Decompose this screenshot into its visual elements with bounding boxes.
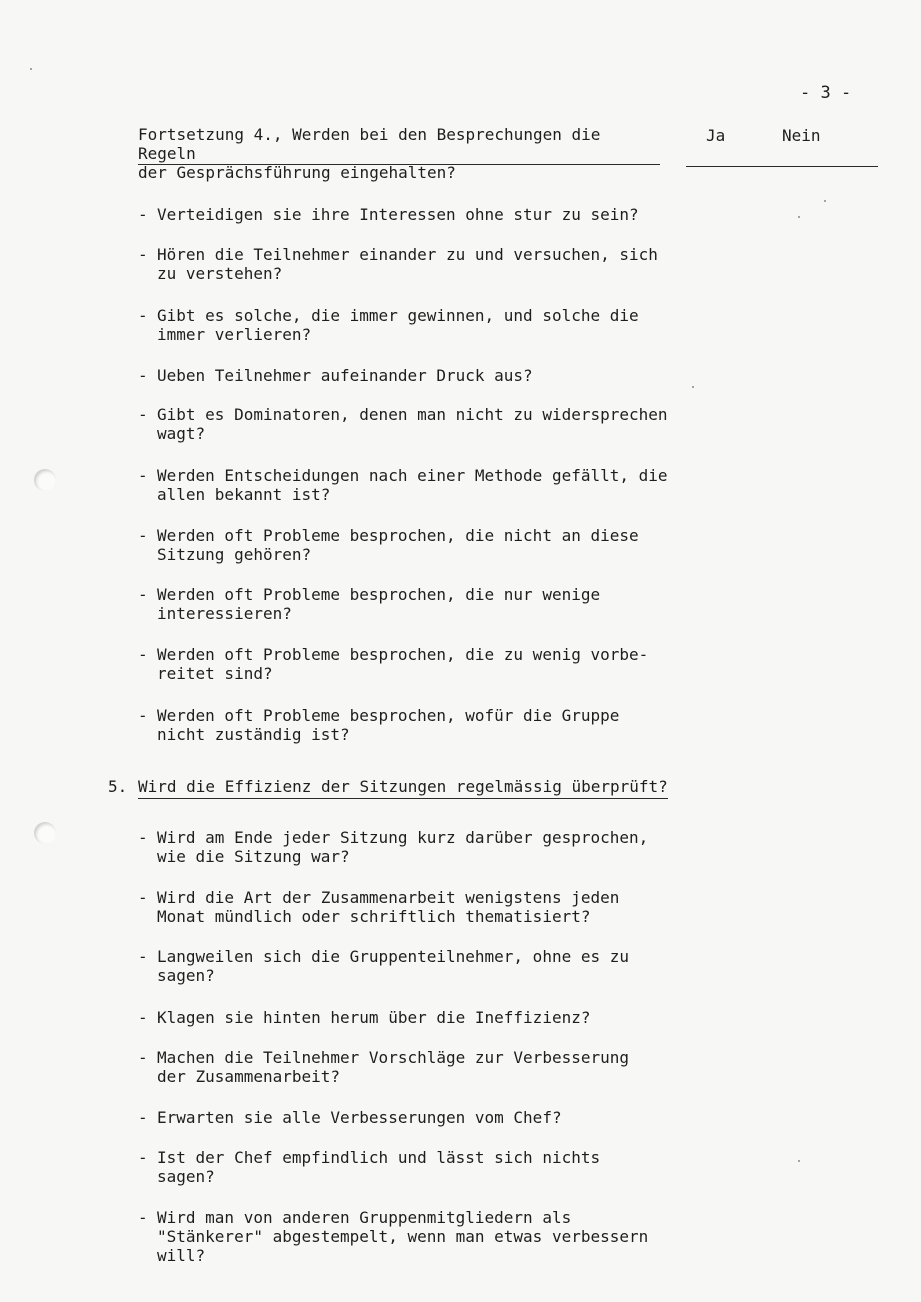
paper-speck [824,200,826,202]
question-text: Gibt es solche, die immer gewinnen, und solche die immer verlieren? [157,306,639,344]
question-text: Wird die Art der Zusammenarbeit wenigstens jeden Monat mündlich oder schriftlich thematisiert? [157,888,620,926]
bullet-dash: - [138,1108,148,1127]
bullet-dash: - [138,1048,148,1067]
header-line-1: Fortsetzung 4., Werden bei den Besprechungen die Regeln [138,125,601,163]
bullet-dash: - [138,466,148,485]
bullet-dash: - [138,947,148,966]
question-text: Werden oft Probleme besprochen, die nur wenige interessieren? [157,585,601,623]
header-underline [138,164,660,165]
bullet-dash: - [138,366,148,385]
bullet-dash: - [138,706,148,725]
question-text: Klagen sie hinten herum über die Ineffizienz? [157,1008,591,1027]
question-text: Wird am Ende jeder Sitzung kurz darüber gesprochen, wie die Sitzung war? [157,828,649,866]
section-4-continuation-header [138,125,660,182]
section-5-number: 5. [108,777,128,796]
question-text: Werden Entscheidungen nach einer Methode gefällt, die allen bekannt ist? [157,466,668,504]
bullet-dash: - [138,585,148,604]
question-text: Langweilen sich die Gruppenteilnehmer, ohne es zu sagen? [157,947,630,985]
question-text: Hören die Teilnehmer einander zu und versuchen, sich zu verstehen? [157,245,658,283]
bullet-dash: - [138,306,148,325]
question-text: Ueben Teilnehmer aufeinander Druck aus? [157,366,533,385]
header-line-2: der Gesprächsführung eingehalten? [138,163,456,182]
bullet-dash: - [138,828,148,847]
question-text: Machen die Teilnehmer Vorschläge zur Verbesserung der Zusammenarbeit? [157,1048,630,1086]
bullet-dash: - [138,405,148,424]
bullet-dash: - [138,888,148,907]
column-header-ja: Ja [706,126,726,145]
bullet-dash: - [138,1148,148,1167]
bullet-dash: - [138,205,148,224]
page-number: - 3 - [800,83,852,103]
bullet-dash: - [138,1208,148,1227]
question-text: Gibt es Dominatoren, denen man nicht zu widersprechen wagt? [157,405,668,443]
bullet-dash: - [138,245,148,264]
question-text: Erwarten sie alle Verbesserungen vom Chef? [157,1108,562,1127]
question-text: Werden oft Probleme besprochen, wofür die Gruppe nicht zuständig ist? [157,706,620,744]
paper-speck [692,386,694,388]
paper-speck [798,216,800,218]
question-text: Ist der Chef empfindlich und lässt sich nichts sagen? [157,1148,601,1186]
paper-speck [798,1160,800,1162]
question-text: Werden oft Probleme besprochen, die zu wenig vorbe- reitet sind? [157,645,649,683]
punch-hole [34,469,56,491]
column-header-nein: Nein [782,126,821,145]
paper-speck [30,68,32,70]
question-text: Werden oft Probleme besprochen, die nicht an diese Sitzung gehören? [157,526,639,564]
question-text: Wird man von anderen Gruppenmitgliedern als "Stänkerer" abgestempelt, wenn man etwas verbessern will? [157,1208,649,1265]
bullet-dash: - [138,645,148,664]
section-5-title: Wird die Effizienz der Sitzungen regelmässig überprüft? [138,777,668,799]
bullet-dash: - [138,1008,148,1027]
punch-hole [34,822,56,844]
answer-columns-underline [686,166,878,167]
bullet-dash: - [138,526,148,545]
question-text: Verteidigen sie ihre Interessen ohne stur zu sein? [157,205,639,224]
